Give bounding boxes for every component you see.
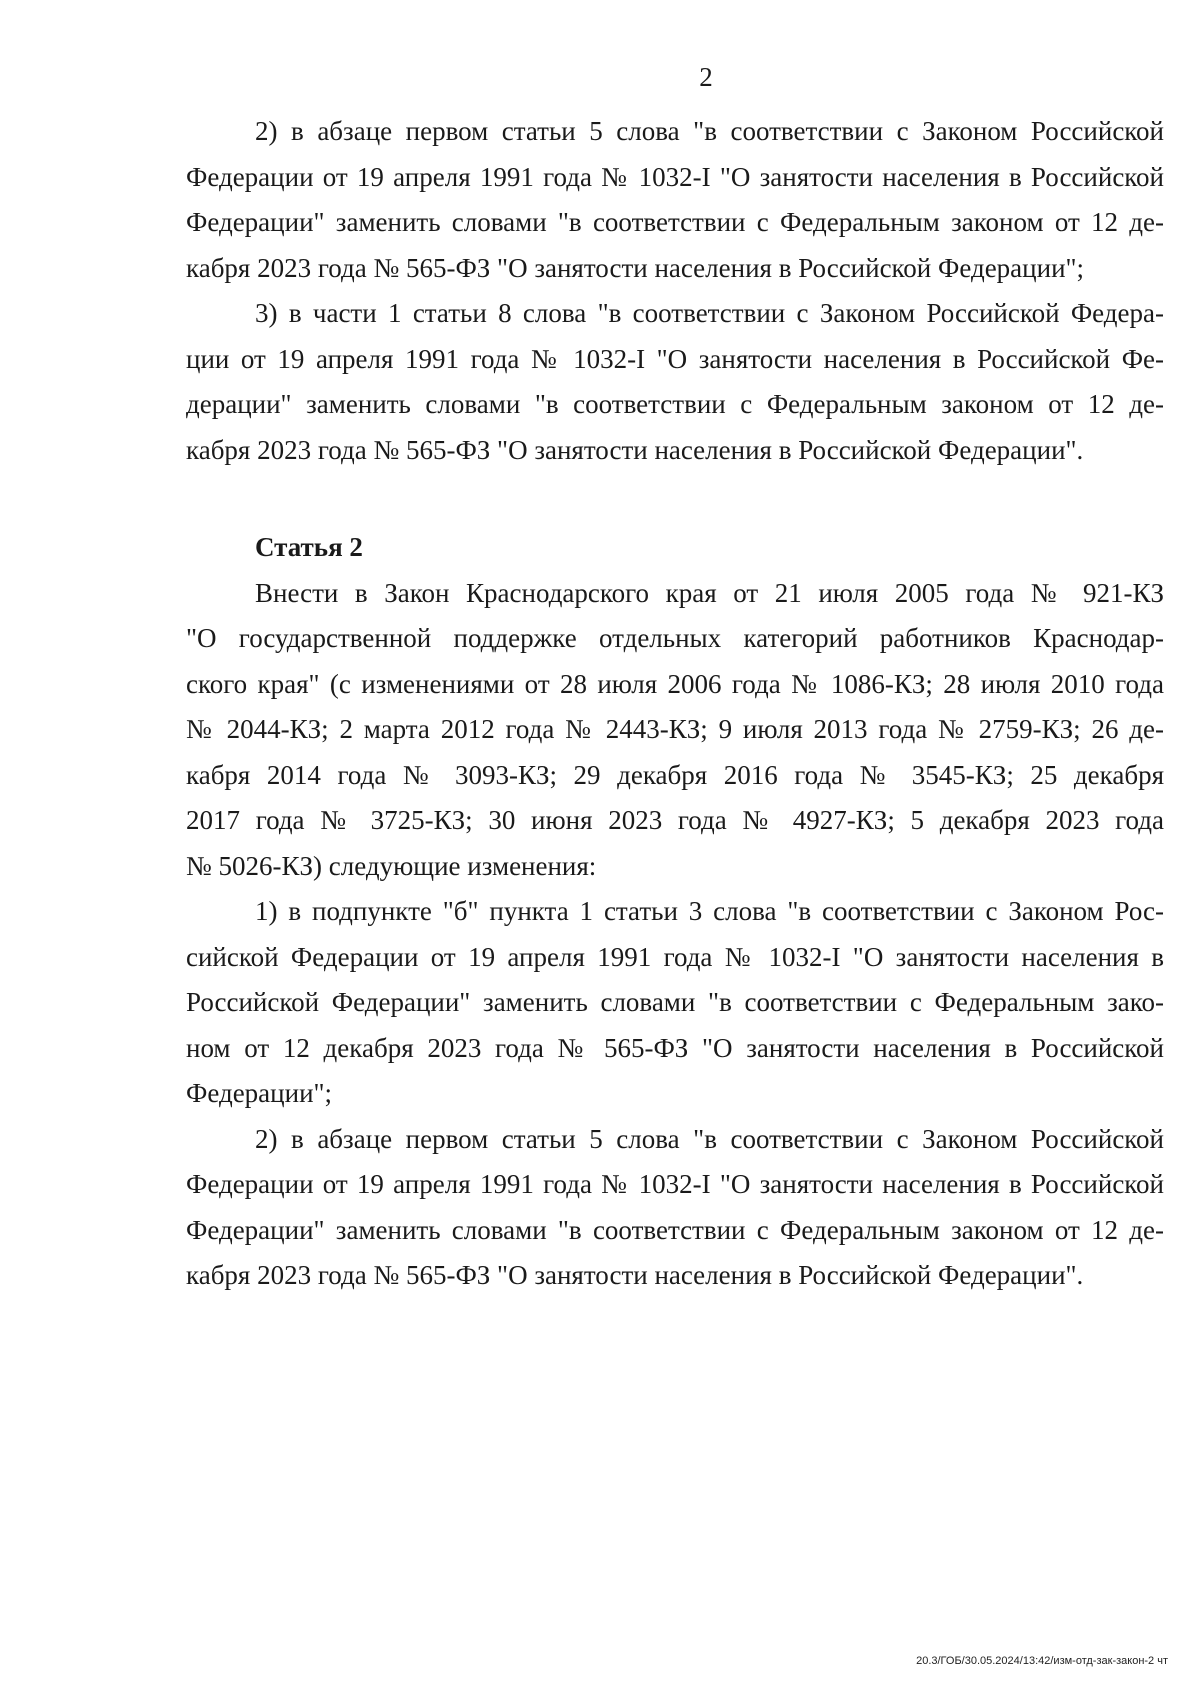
- text-line: кабря 2023 года № 565-ФЗ "О занятости населения в Российской Федерации".: [186, 1260, 1084, 1290]
- text-line: 2) в абзаце первом статьи 5 слова "в соответствии с Законом Российской: [255, 116, 1164, 146]
- text-line: ского края" (с изменениями от 28 июля 2006 года № 1086-КЗ; 28 июля 2010 года: [186, 668, 1164, 699]
- text-line: № 2044-КЗ; 2 марта 2012 года № 2443-КЗ; 9 июля 2013 года № 2759-КЗ; 26 де-: [186, 714, 1164, 744]
- text-line: Российской Федерации" заменить словами "в соответствии с Федеральным зако-: [186, 987, 1164, 1017]
- text-line: кабря 2014 года № 3093-КЗ; 29 декабря 2016 года № 3545-КЗ; 25 декабря: [186, 759, 1164, 790]
- text-line: Федерации от 19 апреля 1991 года № 1032-I "О занятости населения в Российской: [186, 161, 1164, 192]
- text-line: Внести в Закон Краснодарского края от 21 июля 2005 года № 921-КЗ: [255, 577, 1164, 608]
- text-line: ном от 12 декабря 2023 года № 565-ФЗ "О занятости населения в Российской: [186, 1032, 1164, 1063]
- text-line: Федерации" заменить словами "в соответствии с Федеральным законом от 12 де-: [186, 207, 1164, 237]
- text-line: кабря 2023 года № 565-ФЗ "О занятости населения в Российской Федерации".: [186, 434, 1084, 465]
- text-line: "О государственной поддержке отдельных категорий работников Краснодар-: [186, 623, 1164, 653]
- text-line: кабря 2023 года № 565-ФЗ "О занятости населения в Российской Федерации";: [186, 252, 1085, 283]
- article-heading: Статья 2: [255, 532, 363, 562]
- text-line: Федерации";: [186, 1078, 333, 1108]
- document-footer-code: 20.3/ГОБ/30.05.2024/13:42/изм-отд-зак-закон-2 чт: [916, 1655, 1168, 1667]
- text-line: 3) в части 1 статьи 8 слова "в соответствии с Законом Российской Федера-: [255, 298, 1164, 328]
- paragraph-article-2-intro: [186, 571, 1164, 890]
- text-line: Федерации" заменить словами "в соответствии с Федеральным законом от 12 де-: [186, 1214, 1164, 1245]
- paragraph-amendment-2-article-5-second: [186, 1117, 1164, 1299]
- text-line: сийской Федерации от 19 апреля 1991 года № 1032-I "О занятости населения в: [186, 941, 1164, 972]
- text-line: 2017 года № 3725-КЗ; 30 июня 2023 года № 4927-КЗ; 5 декабря 2023 года: [186, 805, 1164, 835]
- text-line: 2) в абзаце первом статьи 5 слова "в соответствии с Законом Российской: [255, 1123, 1164, 1154]
- paragraph-amendment-3-article-8: [186, 291, 1164, 473]
- text-line: ции от 19 апреля 1991 года № 1032-I "О занятости населения в Российской Фе-: [186, 343, 1164, 374]
- text-line: 1) в подпункте "б" пункта 1 статьи 3 слова "в соответствии с Законом Рос-: [255, 896, 1164, 926]
- text-line: Федерации от 19 апреля 1991 года № 1032-I "О занятости населения в Российской: [186, 1169, 1164, 1199]
- page-number: 2: [699, 62, 713, 92]
- paragraph-amendment-2-article-5: [186, 109, 1164, 291]
- paragraph-amendment-1-article-3: [186, 889, 1164, 1117]
- text-line: № 5026-КЗ) следующие изменения:: [186, 850, 597, 881]
- text-line: дерации" заменить словами "в соответствии с Федеральным законом от 12 де-: [186, 389, 1164, 419]
- document-body: [186, 109, 1164, 1299]
